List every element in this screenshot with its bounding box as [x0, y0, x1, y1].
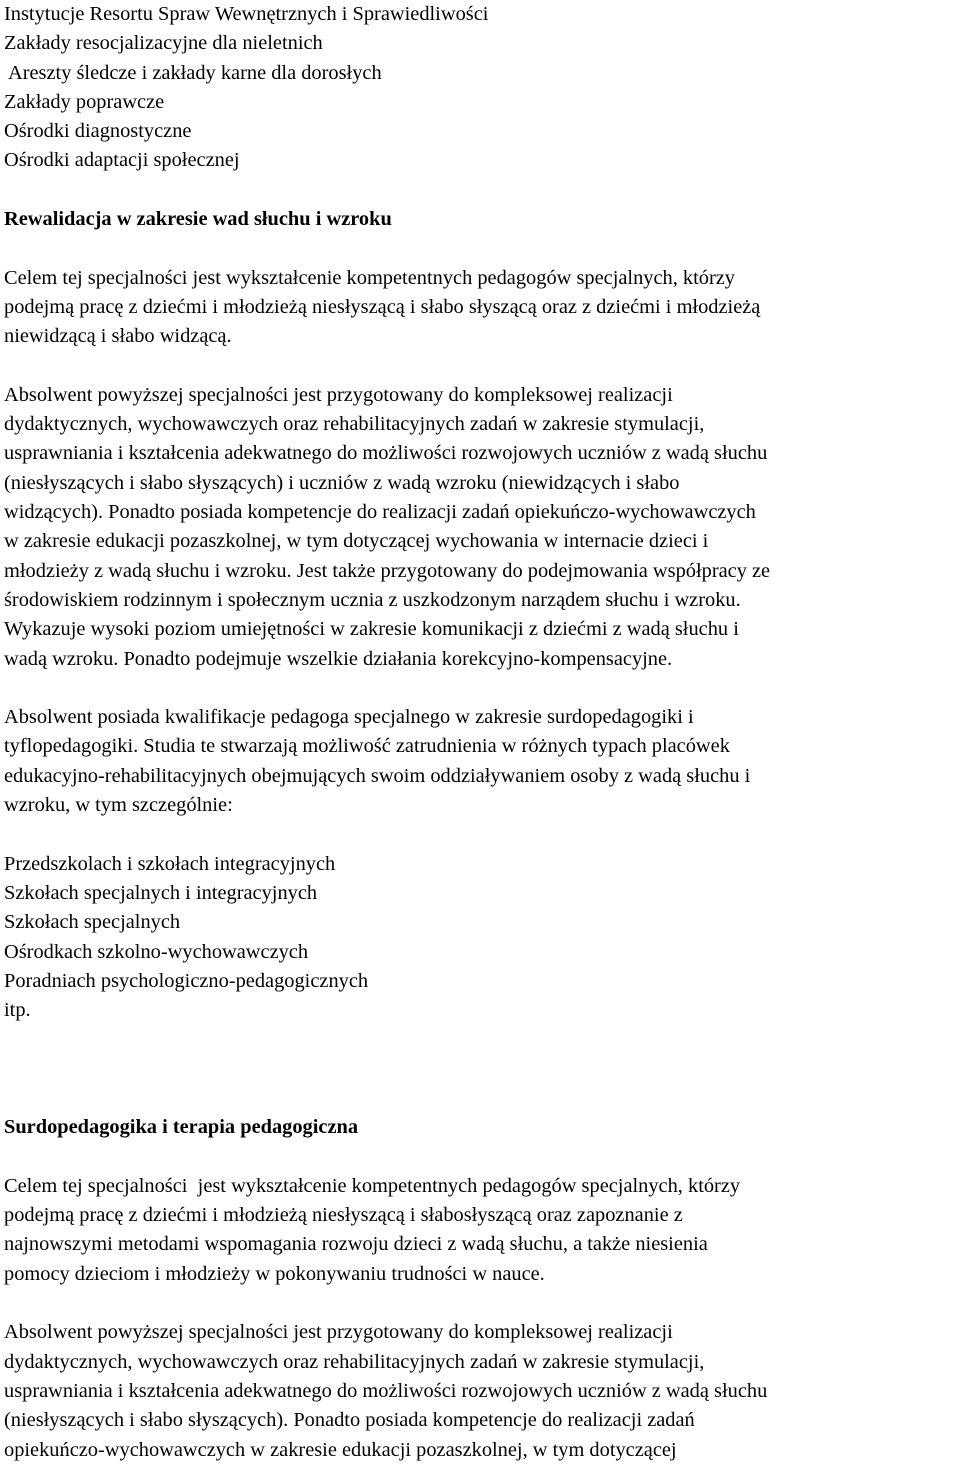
text-line: Absolwent powyższej specjalności jest przygotowany do kompleksowej realizacji: [4, 1321, 673, 1344]
text-line: Wykazuje wysoki poziom umiejętności w zakresie komunikacji z dziećmi z wadą słuchu i: [4, 618, 739, 641]
text-line: (niesłyszących i słabo słyszących). Ponadto posiada kompetencje do realizacji zadań: [4, 1409, 695, 1432]
text-line: pomocy dzieciom i młodzieży w pokonywaniu trudności w nauce.: [4, 1262, 545, 1285]
text-line: podejmą pracę z dziećmi i młodzieżą niesłyszącą i słabo słyszącą oraz z dziećmi i młodzieżą: [4, 295, 761, 318]
spacer: [4, 1289, 958, 1318]
institution-list: [4, 850, 958, 1026]
list-item: Zakłady resocjalizacyjne dla nieletnich: [4, 32, 323, 55]
text-line: Absolwent posiada kwalifikacje pedagoga specjalnego w zakresie surdopedagogiki i: [4, 706, 694, 729]
text-line: dydaktycznych, wychowawczych oraz rehabilitacyjnych zadań w zakresie stymulacji,: [4, 413, 705, 436]
section-rewalidacja: [4, 205, 958, 1025]
list-item: Areszty śledcze i zakłady karne dla dorosłych: [4, 61, 382, 84]
list-item: Ośrodki diagnostyczne: [4, 120, 192, 143]
text-line: tyflopedagogiki. Studia te stwarzają możliwość zatrudnienia w różnych typach placówek: [4, 735, 730, 758]
spacer: [4, 1143, 958, 1172]
paragraph: [4, 264, 958, 352]
list-item: Poradniach psychologiczno-pedagogicznych: [4, 969, 369, 992]
text-line: niewidzącą i słabo widzącą.: [4, 325, 232, 348]
text-line: Celem tej specjalności jest wykształcenie kompetentnych pedagogów specjalnych, którzy: [4, 1174, 741, 1197]
list-item: Instytucje Resortu Spraw Wewnętrznych i Sprawiedliwości: [4, 3, 489, 25]
list-item: Ośrodkach szkolno-wychowawczych: [4, 940, 309, 963]
text-line: widzących). Ponadto posiada kompetencje do realizacji zadań opiekuńczo-wychowawczych: [4, 501, 756, 524]
paragraph: [4, 703, 958, 820]
spacer: [4, 234, 958, 263]
document-page: [4, 0, 958, 1465]
text-line: usprawniania i kształcenia adekwatnego do możliwości rozwojowych uczniów z wadą słuchu: [4, 442, 768, 465]
text-line: Absolwent powyższej specjalności jest przygotowany do kompleksowej realizacji: [4, 383, 673, 406]
spacer: [4, 352, 958, 381]
list-item: Zakłady poprawcze: [4, 90, 165, 113]
text-line: opiekuńczo-wychowawczych w zakresie edukacji pozaszkolnej, w tym dotyczącej: [4, 1438, 677, 1461]
list-item: Szkołach specjalnych: [4, 911, 181, 934]
spacer: [4, 820, 958, 849]
spacer: [4, 674, 958, 703]
list-item: Szkołach specjalnych i integracyjnych: [4, 881, 318, 904]
spacer: [4, 1084, 958, 1113]
section-heading: Surdopedagogika i terapia pedagogiczna: [4, 1116, 359, 1139]
text-line: wzroku, w tym szczególnie:: [4, 794, 233, 817]
spacer: [4, 176, 958, 205]
text-line: usprawniania i kształcenia adekwatnego do możliwości rozwojowych uczniów z wadą słuchu: [4, 1379, 768, 1402]
spacer: [4, 1025, 958, 1054]
text-line: najnowszymi metodami wspomagania rozwoju dzieci z wadą słuchu, a także niesienia: [4, 1233, 708, 1256]
section-surdopedagogika: [4, 1113, 958, 1465]
text-line: środowiskiem rodzinnym i społecznym ucznia z uszkodzonym narządem słuchu i wzroku.: [4, 588, 741, 611]
intro-list: [4, 0, 958, 176]
list-item: itp.: [4, 999, 31, 1022]
list-item: Przedszkolach i szkołach integracyjnych: [4, 852, 336, 875]
text-line: (niesłyszących i słabo słyszących) i uczniów z wadą wzroku (niewidzących i słabo: [4, 471, 680, 494]
spacer: [4, 1055, 958, 1084]
list-item: Ośrodki adaptacji społecznej: [4, 149, 240, 172]
text-line: dydaktycznych, wychowawczych oraz rehabilitacyjnych zadań w zakresie stymulacji,: [4, 1350, 705, 1373]
paragraph: [4, 381, 958, 674]
paragraph: [4, 1318, 958, 1464]
text-line: edukacyjno-rehabilitacyjnych obejmujących swoim oddziaływaniem osoby z wadą słuchu i: [4, 764, 751, 787]
paragraph: [4, 1172, 958, 1289]
text-line: wadą wzroku. Ponadto podejmuje wszelkie działania korekcyjno-kompensacyjne.: [4, 647, 673, 670]
text-line: młodzieży z wadą słuchu i wzroku. Jest także przygotowany do podejmowania współpracy ze: [4, 559, 771, 582]
text-line: w zakresie edukacji pozaszkolnej, w tym dotyczącej wychowania w internacie dzieci i: [4, 530, 709, 553]
text-line: podejmą pracę z dziećmi i młodzieżą niesłyszącą i słabosłyszącą oraz zapoznanie z: [4, 1204, 683, 1227]
text-line: Celem tej specjalności jest wykształcenie kompetentnych pedagogów specjalnych, którzy: [4, 266, 735, 289]
section-heading: Rewalidacja w zakresie wad słuchu i wzroku: [4, 208, 392, 231]
